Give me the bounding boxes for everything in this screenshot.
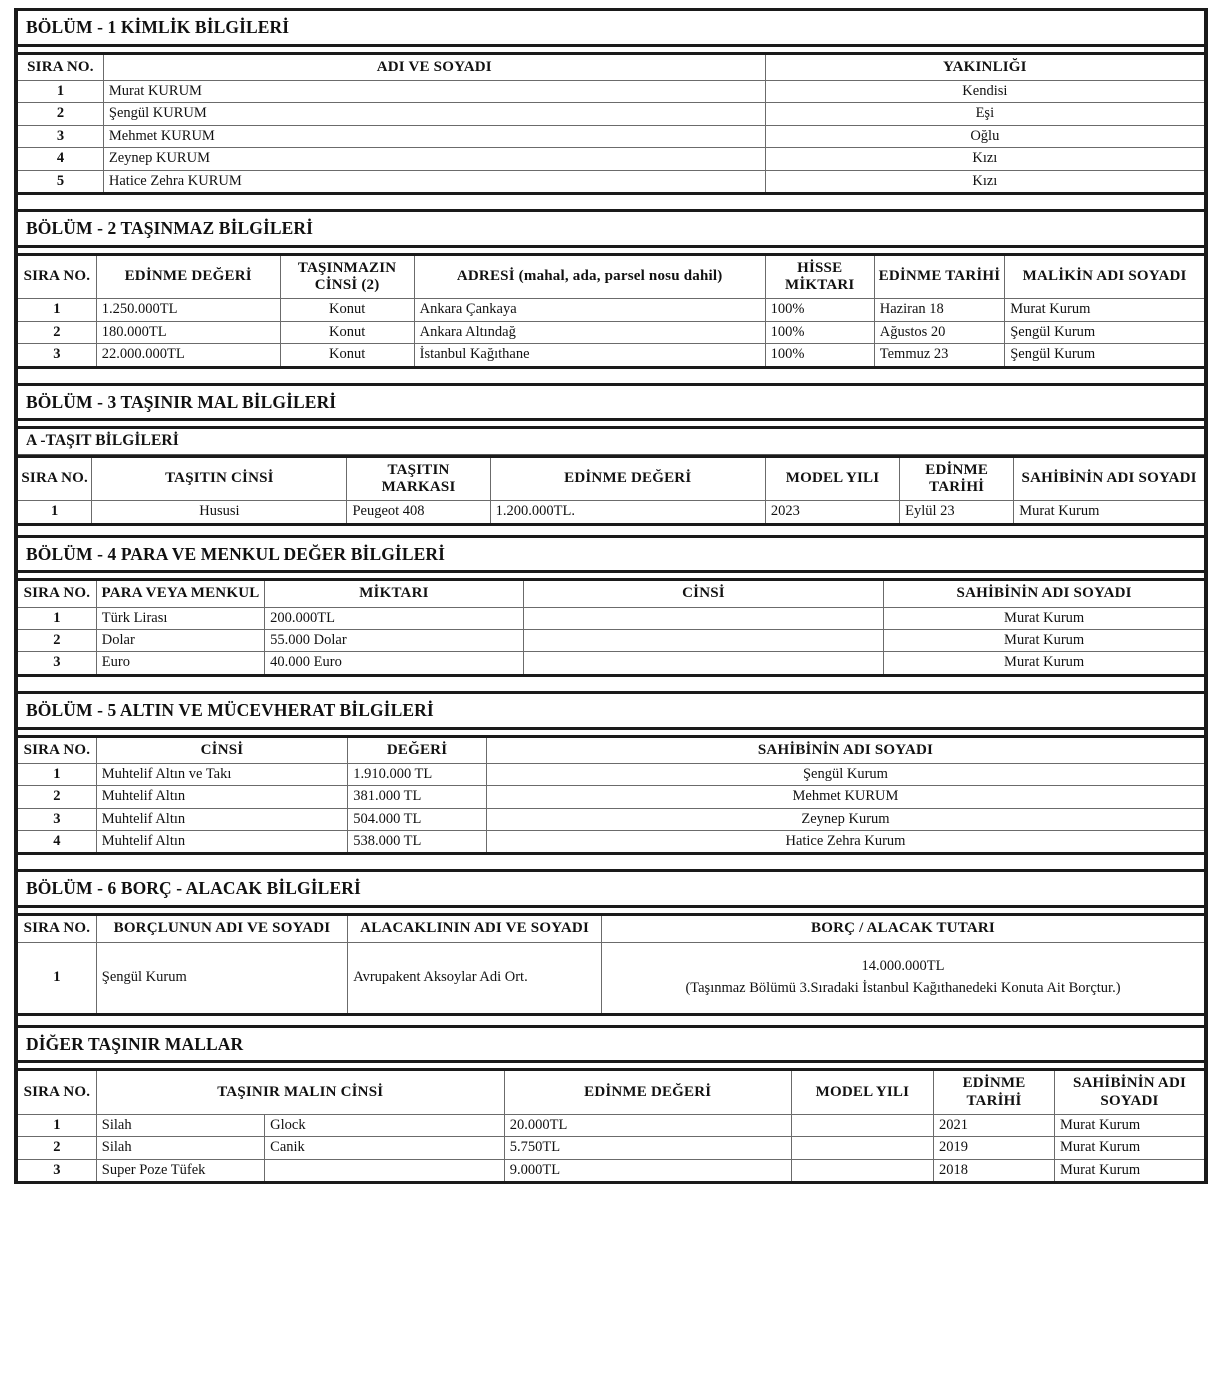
column-header-sahibinin-adi-soyadi: SAHİBİNİN ADI SOYADI [884, 580, 1204, 607]
cell-sira-no: 2 [18, 1137, 96, 1159]
table-header-row [18, 580, 1204, 607]
table-header-row [18, 53, 1204, 80]
cell-para-veya-menkul: Türk Lirası [96, 607, 264, 629]
cell-miktari: 40.000 Euro [265, 652, 524, 675]
column-header-sira-no: SIRA NO. [18, 1070, 96, 1115]
column-header-alacaklinin-adi-soyadi: ALACAKLININ ADI VE SOYADI [348, 915, 602, 942]
column-header-edinme-degeri: EDİNME DEĞERİ [490, 456, 765, 501]
cell-sahibinin-adi-soyadi: Murat Kurum [1055, 1114, 1204, 1136]
cell-edinme-tarihi: 2021 [934, 1114, 1055, 1136]
cell-adresi: Ankara Altındağ [414, 321, 765, 343]
spacer [18, 677, 1204, 691]
table-header-row [18, 254, 1204, 299]
section-1-title: BÖLÜM - 1 KİMLİK BİLGİLERİ [18, 8, 1204, 47]
cell-edinme-degeri: 1.200.000TL. [490, 501, 765, 524]
table-row [18, 652, 1204, 675]
cell-borc-alacak-tutari [601, 942, 1204, 1014]
cell-tasinmazin-cinsi: Konut [280, 344, 414, 367]
table-row [18, 148, 1204, 170]
spacer [18, 369, 1204, 383]
form-outer-frame [14, 8, 1208, 1184]
column-header-tasitin-cinsi: TAŞITIN CİNSİ [92, 456, 347, 501]
column-header-borclunun-adi-soyadi: BORÇLUNUN ADI VE SOYADI [96, 915, 347, 942]
cell-adi-soyadi: Zeynep KURUM [103, 148, 765, 170]
cell-edinme-tarihi: Haziran 18 [874, 299, 1004, 321]
column-header-tasinmazin-cinsi: TAŞINMAZIN CİNSİ (2) [280, 254, 414, 299]
cell-borclunun-adi-soyadi: Şengül Kurum [96, 942, 347, 1014]
cell-cinsi: Muhtelif Altın ve Takı [96, 763, 347, 785]
cell-yakinligi: Oğlu [765, 125, 1204, 147]
table-row [18, 763, 1204, 785]
cell-sira-no: 1 [18, 1114, 96, 1136]
cell-sira-no: 1 [18, 81, 103, 103]
cell-sira-no: 1 [18, 763, 96, 785]
table-row [18, 831, 1204, 854]
cell-miktari: 200.000TL [265, 607, 524, 629]
cell-edinme-degeri: 5.750TL [504, 1137, 791, 1159]
table-row [18, 299, 1204, 321]
column-header-cinsi: CİNSİ [523, 580, 884, 607]
table-row [18, 103, 1204, 125]
cell-cinsi [523, 607, 884, 629]
table-header-row [18, 1070, 1204, 1115]
cell-sira-no: 3 [18, 344, 96, 367]
table-row [18, 125, 1204, 147]
cell-para-veya-menkul: Euro [96, 652, 264, 675]
section-1-table [18, 52, 1204, 195]
section-other-table [18, 1068, 1204, 1184]
cell-sira-no: 4 [18, 148, 103, 170]
cell-model-yili: 2023 [765, 501, 899, 524]
table-row [18, 1114, 1204, 1136]
section-6-block [18, 869, 1204, 1015]
spacer [18, 855, 1204, 869]
cell-edinme-degeri: 22.000.000TL [96, 344, 280, 367]
section-1-block [18, 8, 1204, 195]
cell-yakinligi: Kızı [765, 170, 1204, 193]
table-row [18, 1159, 1204, 1182]
column-header-miktari: MİKTARI [265, 580, 524, 607]
table-row [18, 170, 1204, 193]
section-3-block [18, 383, 1204, 526]
cell-sira-no: 1 [18, 299, 96, 321]
cell-tasinir-malin-markasi [265, 1159, 505, 1182]
cell-alacaklinin-adi-soyadi: Avrupakent Aksoylar Adi Ort. [348, 942, 602, 1014]
cell-adresi: İstanbul Kağıthane [414, 344, 765, 367]
column-header-sahibinin-adi-soyadi: SAHİBİNİN ADI SOYADI [1014, 456, 1204, 501]
cell-degeri: 504.000 TL [348, 808, 487, 830]
cell-yakinligi: Kendisi [765, 81, 1204, 103]
cell-degeri: 381.000 TL [348, 786, 487, 808]
section-2-block [18, 209, 1204, 369]
cell-sira-no: 3 [18, 808, 96, 830]
section-4-block [18, 535, 1204, 677]
cell-sahibinin-adi-soyadi: Zeynep Kurum [486, 808, 1204, 830]
cell-sira-no: 1 [18, 501, 92, 524]
table-row [18, 344, 1204, 367]
column-header-edinme-degeri: EDİNME DEĞERİ [504, 1070, 791, 1115]
cell-tasinir-malin-cinsi: Silah [96, 1114, 264, 1136]
table-row [18, 942, 1204, 1014]
column-header-adresi: ADRESİ (mahal, ada, parsel nosu dahil) [414, 254, 765, 299]
section-6-title: BÖLÜM - 6 BORÇ - ALACAK BİLGİLERİ [18, 869, 1204, 908]
column-header-tasinir-malin-cinsi: TAŞINIR MALIN CİNSİ [96, 1070, 504, 1115]
cell-hisse-miktari: 100% [765, 321, 874, 343]
cell-tasinir-malin-markasi: Glock [265, 1114, 505, 1136]
column-header-edinme-tarihi: EDİNME TARİHİ [934, 1070, 1055, 1115]
cell-tasinir-malin-cinsi: Super Poze Tüfek [96, 1159, 264, 1182]
cell-tasinmazin-cinsi: Konut [280, 321, 414, 343]
cell-sira-no: 2 [18, 321, 96, 343]
cell-edinme-tarihi: 2018 [934, 1159, 1055, 1182]
cell-sira-no: 2 [18, 786, 96, 808]
column-header-para-veya-menkul: PARA VEYA MENKUL [96, 580, 264, 607]
table-header-row [18, 915, 1204, 942]
cell-sira-no: 1 [18, 942, 96, 1014]
table-row [18, 321, 1204, 343]
cell-edinme-degeri: 1.250.000TL [96, 299, 280, 321]
table-row [18, 1137, 1204, 1159]
cell-sahibinin-adi-soyadi: Murat Kurum [884, 607, 1204, 629]
cell-cinsi: Muhtelif Altın [96, 831, 347, 854]
cell-model-yili [791, 1159, 933, 1182]
cell-adi-soyadi: Murat KURUM [103, 81, 765, 103]
cell-tasinmazin-cinsi: Konut [280, 299, 414, 321]
column-header-sira-no: SIRA NO. [18, 254, 96, 299]
section-2-title: BÖLÜM - 2 TAŞINMAZ BİLGİLERİ [18, 209, 1204, 248]
cell-edinme-degeri: 9.000TL [504, 1159, 791, 1182]
column-header-sira-no: SIRA NO. [18, 915, 96, 942]
cell-sira-no: 2 [18, 103, 103, 125]
column-header-hisse-miktari: HİSSE MİKTARI [765, 254, 874, 299]
cell-adi-soyadi: Şengül KURUM [103, 103, 765, 125]
cell-cinsi: Muhtelif Altın [96, 808, 347, 830]
cell-sahibinin-adi-soyadi: Murat Kurum [884, 630, 1204, 652]
column-header-sira-no: SIRA NO. [18, 456, 92, 501]
cell-cinsi [523, 630, 884, 652]
column-header-degeri: DEĞERİ [348, 736, 487, 763]
cell-sahibinin-adi-soyadi: Mehmet KURUM [486, 786, 1204, 808]
cell-sira-no: 3 [18, 125, 103, 147]
column-header-sira-no: SIRA NO. [18, 53, 103, 80]
section-other-title: DİĞER TAŞINIR MALLAR [18, 1025, 1204, 1064]
column-header-borc-alacak-tutari: BORÇ / ALACAK TUTARI [601, 915, 1204, 942]
cell-sira-no: 3 [18, 652, 96, 675]
table-row [18, 786, 1204, 808]
table-row [18, 501, 1204, 524]
column-header-sira-no: SIRA NO. [18, 736, 96, 763]
cell-degeri: 538.000 TL [348, 831, 487, 854]
borc-amount-line: 14.000.000TL [861, 957, 945, 974]
column-header-sahibinin-adi-soyadi: SAHİBİNİN ADI SOYADI [1055, 1070, 1204, 1115]
cell-sahibinin-adi-soyadi: Murat Kurum [884, 652, 1204, 675]
table-header-row [18, 456, 1204, 501]
cell-edinme-tarihi: Ağustos 20 [874, 321, 1004, 343]
cell-sira-no: 2 [18, 630, 96, 652]
cell-sahibinin-adi-soyadi: Murat Kurum [1055, 1159, 1204, 1182]
section-6-table [18, 913, 1204, 1015]
column-header-sahibinin-adi-soyadi: SAHİBİNİN ADI SOYADI [486, 736, 1204, 763]
cell-edinme-tarihi: 2019 [934, 1137, 1055, 1159]
section-3-subtitle-tasit: A -TAŞIT BİLGİLERİ [18, 426, 1204, 454]
cell-adi-soyadi: Mehmet KURUM [103, 125, 765, 147]
cell-sira-no: 5 [18, 170, 103, 193]
cell-tasitin-markasi: Peugeot 408 [347, 501, 490, 524]
cell-tasinir-malin-cinsi: Silah [96, 1137, 264, 1159]
cell-yakinligi: Eşi [765, 103, 1204, 125]
table-row [18, 808, 1204, 830]
section-4-table [18, 578, 1204, 677]
cell-malikin-adi-soyadi: Murat Kurum [1005, 299, 1204, 321]
section-3-table [18, 455, 1204, 526]
cell-malikin-adi-soyadi: Şengül Kurum [1005, 321, 1204, 343]
cell-sira-no: 1 [18, 607, 96, 629]
spacer [18, 195, 1204, 209]
cell-sahibinin-adi-soyadi: Hatice Zehra Kurum [486, 831, 1204, 854]
column-header-yakinligi: YAKINLIĞI [765, 53, 1204, 80]
section-3-title: BÖLÜM - 3 TAŞINIR MAL BİLGİLERİ [18, 383, 1204, 422]
cell-hisse-miktari: 100% [765, 344, 874, 367]
table-row [18, 630, 1204, 652]
cell-hisse-miktari: 100% [765, 299, 874, 321]
section-2-table [18, 253, 1204, 369]
table-header-row [18, 736, 1204, 763]
cell-edinme-degeri: 180.000TL [96, 321, 280, 343]
cell-malikin-adi-soyadi: Şengül Kurum [1005, 344, 1204, 367]
borc-note-line: (Taşınmaz Bölümü 3.Sıradaki İstanbul Kağıthanedeki Konuta Ait Borçtur.) [685, 979, 1121, 996]
cell-edinme-tarihi: Eylül 23 [900, 501, 1014, 524]
section-5-block [18, 691, 1204, 856]
cell-adresi: Ankara Çankaya [414, 299, 765, 321]
spacer [18, 526, 1204, 535]
column-header-edinme-tarihi: EDİNME TARİHİ [900, 456, 1014, 501]
spacer [18, 1016, 1204, 1025]
cell-cinsi [523, 652, 884, 675]
section-other-block [18, 1025, 1204, 1185]
column-header-edinme-tarihi: EDİNME TARİHİ [874, 254, 1004, 299]
cell-sahibinin-adi-soyadi: Şengül Kurum [486, 763, 1204, 785]
section-5-table [18, 735, 1204, 856]
column-header-malikin-adi-soyadi: MALİKİN ADI SOYADI [1005, 254, 1204, 299]
cell-cinsi: Muhtelif Altın [96, 786, 347, 808]
cell-sira-no: 3 [18, 1159, 96, 1182]
cell-para-veya-menkul: Dolar [96, 630, 264, 652]
column-header-model-yili: MODEL YILI [791, 1070, 933, 1115]
cell-degeri: 1.910.000 TL [348, 763, 487, 785]
cell-sira-no: 4 [18, 831, 96, 854]
cell-edinme-degeri: 20.000TL [504, 1114, 791, 1136]
table-row [18, 607, 1204, 629]
cell-adi-soyadi: Hatice Zehra KURUM [103, 170, 765, 193]
cell-miktari: 55.000 Dolar [265, 630, 524, 652]
cell-edinme-tarihi: Temmuz 23 [874, 344, 1004, 367]
cell-yakinligi: Kızı [765, 148, 1204, 170]
column-header-edinme-degeri: EDİNME DEĞERİ [96, 254, 280, 299]
column-header-sira-no: SIRA NO. [18, 580, 96, 607]
section-5-title: BÖLÜM - 5 ALTIN VE MÜCEVHERAT BİLGİLERİ [18, 691, 1204, 730]
cell-sahibinin-adi-soyadi: Murat Kurum [1014, 501, 1204, 524]
section-4-title: BÖLÜM - 4 PARA VE MENKUL DEĞER BİLGİLERİ [18, 535, 1204, 574]
column-header-model-yili: MODEL YILI [765, 456, 899, 501]
column-header-adi-soyadi: ADI VE SOYADI [103, 53, 765, 80]
cell-tasitin-cinsi: Hususi [92, 501, 347, 524]
cell-sahibinin-adi-soyadi: Murat Kurum [1055, 1137, 1204, 1159]
cell-model-yili [791, 1137, 933, 1159]
column-header-tasitin-markasi: TAŞITIN MARKASI [347, 456, 490, 501]
cell-tasinir-malin-markasi: Canik [265, 1137, 505, 1159]
table-row [18, 81, 1204, 103]
column-header-cinsi: CİNSİ [96, 736, 347, 763]
cell-model-yili [791, 1114, 933, 1136]
